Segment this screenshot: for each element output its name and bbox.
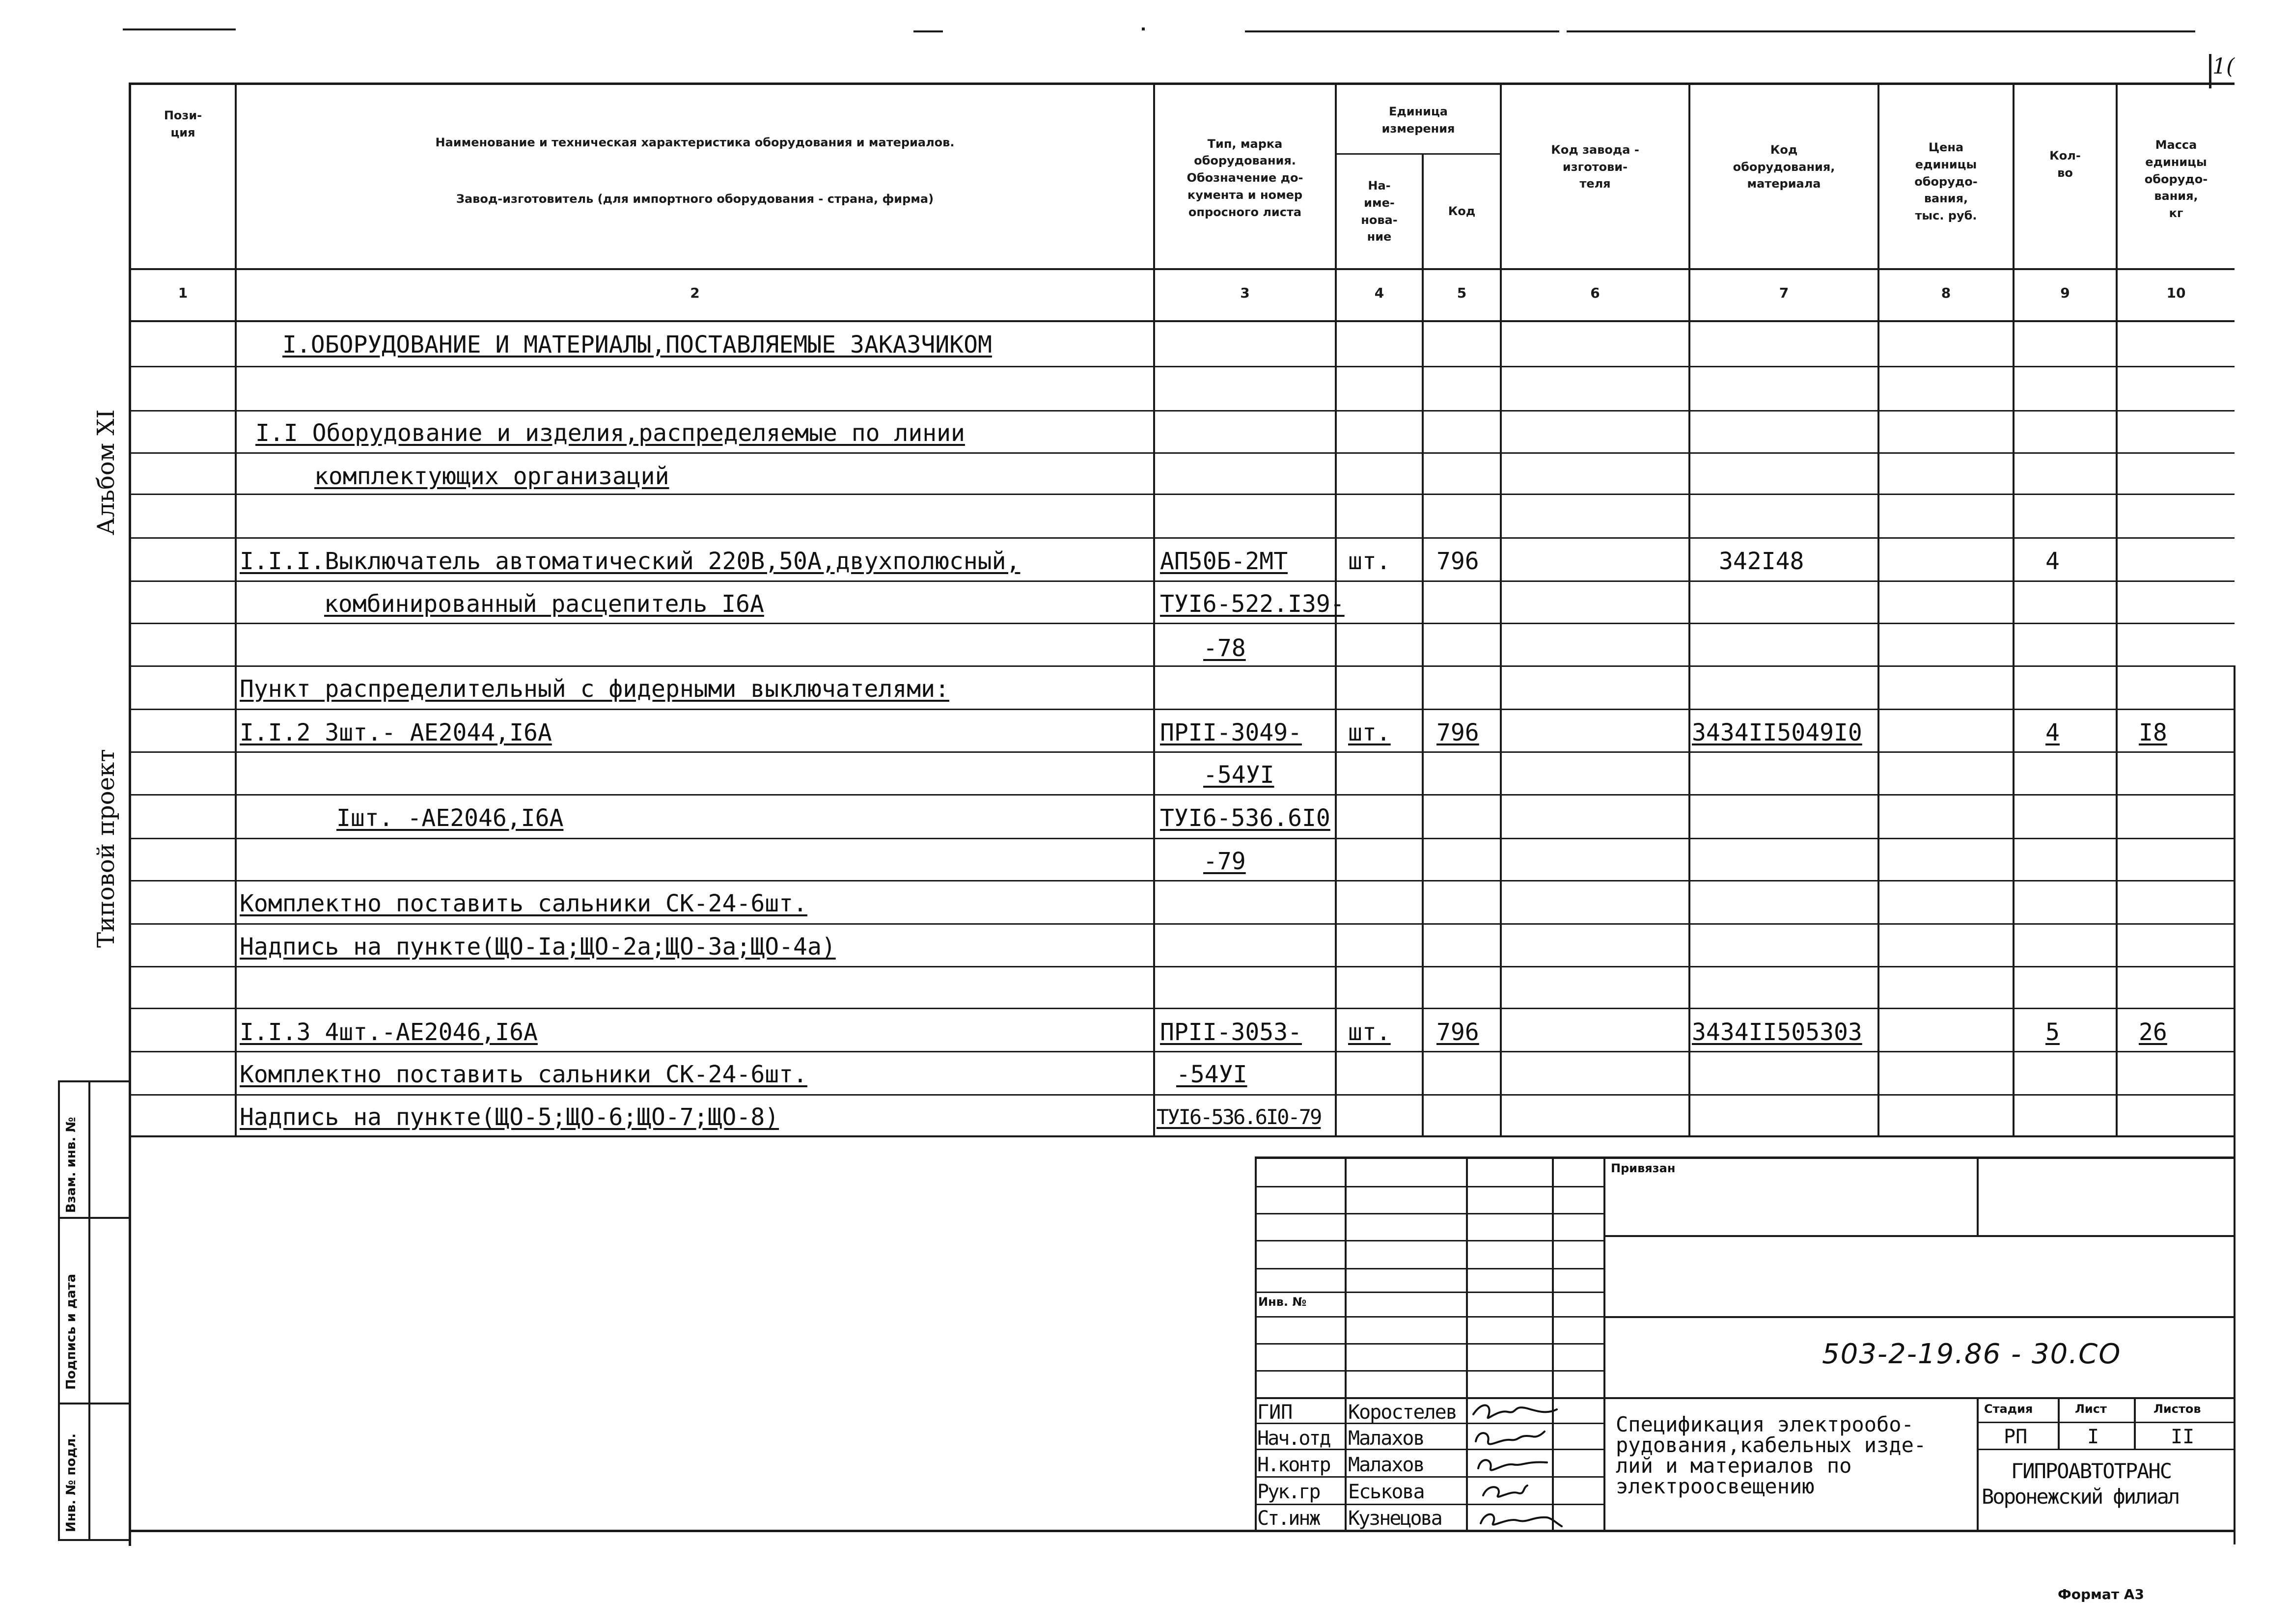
format-label: Формат А3: [2058, 1586, 2144, 1602]
name-eskova: Еськова: [1348, 1481, 1424, 1503]
item-2-heading: Пункт распределительный с фидерными выключателями:: [240, 675, 949, 703]
document-code: 503-2-19.86 - 30.СО: [1822, 1338, 2122, 1370]
col-number-3: 3: [1240, 285, 1250, 301]
header-mass: Масса единицы оборудо- вания, кг: [2144, 138, 2208, 220]
item-3-equipment-code: 3434II505303: [1692, 1018, 1862, 1046]
item-1-type-cont: ТУI6-522.I39-: [1160, 590, 1345, 618]
col-number-2: 2: [690, 285, 700, 301]
item-1-type-cont2: -78: [1203, 634, 1246, 662]
item-2-unit-code: 796: [1436, 719, 1479, 746]
item-2-quantity: 4: [2045, 719, 2060, 746]
role-gip: ГИП: [1257, 1401, 1293, 1424]
role-st-inzh: Ст.инж: [1257, 1507, 1320, 1530]
organization-branch: Воронежский филиал: [1982, 1485, 2179, 1509]
item-1-type: АП50Б-2МТ: [1160, 548, 1288, 575]
stage-value: РП: [2004, 1426, 2028, 1448]
header-unit-name: На- име- нова- ние: [1361, 178, 1398, 244]
col-number-4: 4: [1374, 285, 1384, 301]
item-2-unit: шт.: [1348, 719, 1391, 746]
signatures: [1463, 1395, 1581, 1532]
col-number-1: 1: [178, 285, 188, 301]
header-quantity: Кол- во: [2049, 149, 2081, 180]
col-number-10: 10: [2166, 285, 2186, 301]
item-2-note-label: Надпись на пункте(ЩО-Iа;ЩО-2а;ЩО-3а;ЩО-4а): [240, 933, 836, 961]
item-1-unit: шт.: [1348, 548, 1391, 575]
item-2-name: I.I.2 3шт.- АЕ2044,I6А: [240, 719, 552, 746]
subsection-heading: I.I Оборудование и изделия,распределяемые по линии: [255, 419, 965, 447]
stamp-signature-date: Подпись и дата: [64, 1273, 79, 1390]
item-3-note-label: Надпись на пункте(ЩО-5;ЩО-6;ЩО-7;ЩО-8): [240, 1103, 779, 1131]
item-2-type-cont3: -79: [1203, 848, 1246, 875]
sheets-value: II: [2171, 1426, 2195, 1448]
top-mark-dot: [1142, 28, 1145, 30]
item-1-equipment-code: 342I48: [1719, 548, 1804, 575]
col-number-9: 9: [2060, 285, 2070, 301]
item-2-note-glands: Комплектно поставить сальники СК-24-6шт.: [240, 890, 807, 917]
item-3-mass: 26: [2139, 1018, 2167, 1046]
top-mark-mid: [913, 30, 943, 32]
stamp-orig-inv: Инв. № подл.: [64, 1433, 79, 1532]
col-number-7: 7: [1779, 285, 1789, 301]
item-1-quantity: 4: [2045, 548, 2060, 575]
header-price: Цена единицы оборудо- вания, тыс. руб.: [1914, 140, 1978, 223]
header-name-line2: Завод-изготовитель (для импортного оборудования - страна, фирма): [456, 192, 934, 206]
organization-name: ГИПРОАВТОТРАНС: [2011, 1459, 2172, 1483]
document-title: Спецификация электрообо- рудования,кабельных изде- лий и материалов по электроосвещению: [1616, 1412, 1927, 1498]
col-number-8: 8: [1941, 285, 1951, 301]
name-korostelev: Коростелев: [1348, 1401, 1457, 1424]
role-n-kontr: Н.контр: [1257, 1454, 1330, 1476]
role-nach-otd: Нач.отд: [1257, 1427, 1330, 1450]
sheet-label: Лист: [2075, 1402, 2107, 1416]
item-3-note-glands: Комплектно поставить сальники СК-24-6шт.: [240, 1061, 807, 1088]
item-3-unit: шт.: [1348, 1018, 1391, 1046]
album-label: Альбом XI: [92, 409, 120, 535]
item-3-unit-code: 796: [1436, 1018, 1479, 1046]
item-3-quantity: 5: [2045, 1018, 2060, 1046]
subsection-heading-cont: комплектующих организаций: [314, 463, 669, 490]
item-2-type-cont2: ТУI6-536.6I0: [1160, 804, 1330, 832]
name-malakhov-2: Малахов: [1348, 1454, 1424, 1476]
col-number-5: 5: [1457, 285, 1467, 301]
item-1-name: I.I.I.Выключатель автоматический 220В,50А,двухполюсный,: [240, 548, 1021, 575]
sheets-label: Листов: [2153, 1402, 2201, 1416]
name-kuznetsova: Кузнецова: [1348, 1507, 1441, 1530]
sheet-value: I: [2087, 1426, 2099, 1448]
header-name-line1: Наименование и техническая характеристика оборудования и материалов.: [435, 135, 955, 149]
role-ruk-gr: Рук.гр: [1257, 1481, 1320, 1503]
project-label: Типовой проект: [92, 749, 120, 948]
inv-no-label: Инв. №: [1258, 1295, 1307, 1309]
header-equipment-code: Код оборудования, материала: [1733, 142, 1835, 191]
header-position: Пози- ция: [164, 109, 202, 139]
col-number-6: 6: [1590, 285, 1600, 301]
item-2-equipment-code: 3434II5049I0: [1692, 719, 1862, 746]
header-unit: Единица измерения: [1381, 105, 1455, 136]
item-3-type-cont: -54УI: [1176, 1061, 1247, 1088]
top-mark-right-a: [1245, 30, 1559, 32]
item-3-type: ПРII-3053-: [1160, 1018, 1302, 1046]
header-unit-code: Код: [1448, 204, 1476, 219]
top-mark-left: [123, 28, 236, 30]
item-3-name: I.I.3 4шт.-АЕ2046,I6А: [240, 1018, 538, 1046]
item-1-unit-code: 796: [1436, 548, 1479, 575]
header-type: Тип, марка оборудования. Обозначение до- кумента и номер опросного листа: [1187, 137, 1303, 219]
section-heading: I.ОБОРУДОВАНИЕ И МАТЕРИАЛЫ,ПОСТАВЛЯЕМЫЕ ЗАКАЗЧИКОМ: [282, 331, 992, 358]
name-malakhov-1: Малахов: [1348, 1427, 1424, 1450]
page-corner-number: 1(: [2212, 54, 2235, 79]
stamp-replaced-inv: Взам. инв. №: [64, 1117, 79, 1213]
stage-label: Стадия: [1984, 1402, 2033, 1416]
item-2-name-b: Iшт. -АЕ2046,I6А: [336, 804, 564, 832]
item-3-type-cont2: ТУI6-536.6I0-79: [1157, 1105, 1321, 1129]
item-2-type-cont: -54УI: [1203, 761, 1274, 789]
privyazan-label: Привязан: [1611, 1161, 1676, 1175]
item-2-mass: I8: [2139, 719, 2167, 746]
header-manufacturer-code: Код завода - изготови- теля: [1551, 142, 1639, 191]
item-1-name-cont: комбинированный расцепитель I6А: [324, 590, 764, 618]
item-2-type: ПРII-3049-: [1160, 719, 1302, 746]
top-mark-right-b: [1567, 30, 2195, 32]
